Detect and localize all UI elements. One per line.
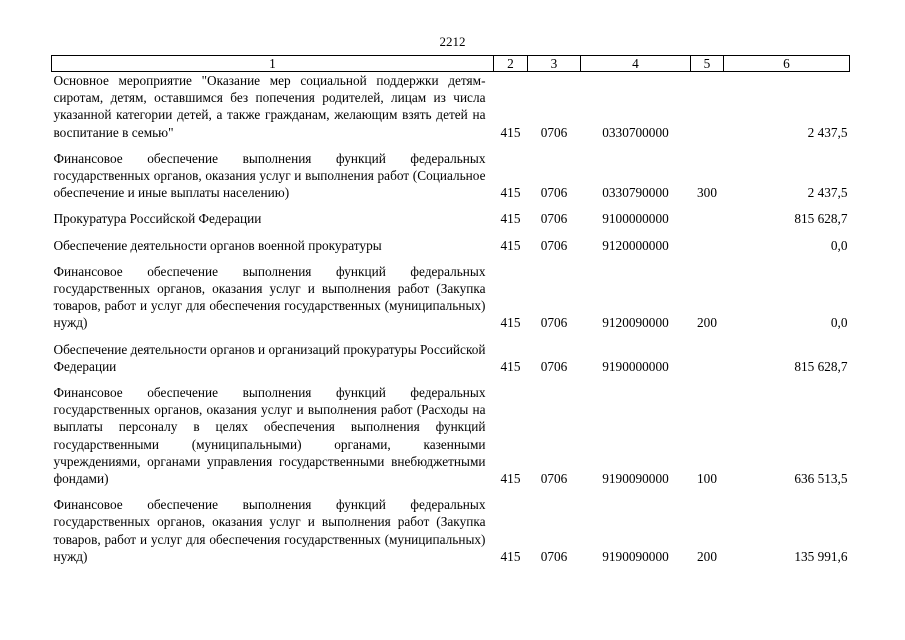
row-amount: 815 628,7 [794,211,848,227]
row-target-code: 9190090000 [602,548,669,564]
row-description: Основное мероприятие "Оказание мер социальной поддержки детям-сиротам, детям, оставшимся без попечения родителей, лицам из числа указанной категории детей, а также гражданам, желающим взять детей на воспитание в семью" [53,73,486,140]
row-section-code: 0706 [540,237,568,253]
table-row [52,201,850,227]
table-row [52,332,850,375]
row-description: Финансовое обеспечение выполнения функций федеральных государственных органов, оказания услуг и выполнения работ (Закупка товаров, работ и услуг для обеспечения государственных (муниципальных) нужд) [53,497,486,564]
row-description: Прокуратура Российской Федерации [53,211,262,227]
row-section-code: 0706 [540,185,568,201]
row-target-code: 9120000000 [602,237,669,253]
row-description: Обеспечение деятельности органов военной прокуратуры [53,237,382,253]
row-ministry-code: 415 [500,237,521,253]
table-row [52,141,850,202]
row-expense-type: 100 [697,471,717,487]
row-section-code: 0706 [540,358,568,374]
page-number: 2212 [439,34,466,49]
row-amount: 815 628,7 [794,358,848,374]
row-ministry-code: 415 [500,548,521,564]
row-ministry-code: 415 [500,315,521,331]
table-body [52,72,850,566]
row-section-code: 0706 [540,124,568,140]
row-amount: 2 437,5 [807,185,848,201]
row-amount: 135 991,6 [794,548,848,564]
row-description: Финансовое обеспечение выполнения функций федеральных государственных органов, оказания услуг и выполнения работ (Закупка товаров, работ и услуг для обеспечения государственных (муниципальных) нужд) [53,263,486,331]
column-header-1: 1 [52,56,494,72]
row-description: Финансовое обеспечение выполнения функций федеральных государственных органов, оказания услуг и выполнения работ (Расходы на выплаты персоналу в целях обеспечения выполнения функций государственными (муниципальными) органами, казенными учреждениями, органами управления государственными внебюджетными фондами) [53,385,486,487]
row-amount: 636 513,5 [794,471,848,487]
row-expense-type [691,201,724,227]
budget-table [51,55,850,565]
row-expense-type [691,228,724,254]
row-target-code: 0330700000 [602,124,669,140]
table-row [52,72,850,141]
table-row [52,254,850,332]
row-description: Финансовое обеспечение выполнения функций федеральных государственных органов, оказания услуг и выполнения работ (Социальное обеспечение и иные выплаты населению) [53,150,486,201]
row-description: Обеспечение деятельности органов и организаций прокуратуры Российской Федерации [53,341,486,374]
row-section-code: 0706 [540,548,568,564]
row-ministry-code: 415 [500,185,521,201]
table-header [52,56,850,72]
row-amount: 0,0 [830,237,848,253]
row-expense-type [691,332,724,375]
row-target-code: 9190000000 [602,358,669,374]
table-row [52,228,850,254]
row-expense-type [691,72,724,141]
row-target-code: 9190090000 [602,471,669,487]
column-number-row [52,56,850,72]
column-header-5: 5 [691,56,724,72]
row-ministry-code: 415 [500,358,521,374]
row-amount: 0,0 [830,315,848,331]
row-ministry-code: 415 [500,471,521,487]
row-expense-type: 200 [697,548,717,564]
row-target-code: 9100000000 [602,211,669,227]
row-section-code: 0706 [540,211,568,227]
row-section-code: 0706 [540,315,568,331]
table-row [52,487,850,565]
column-header-2: 2 [494,56,528,72]
row-amount: 2 437,5 [807,124,848,140]
table-row [52,375,850,487]
row-expense-type: 300 [697,185,717,201]
row-ministry-code: 415 [500,124,521,140]
row-section-code: 0706 [540,471,568,487]
row-target-code: 0330790000 [602,185,669,201]
column-header-4: 4 [581,56,691,72]
column-header-6: 6 [724,56,850,72]
row-expense-type: 200 [697,315,717,331]
row-target-code: 9120090000 [602,315,669,331]
column-header-3: 3 [528,56,581,72]
row-ministry-code: 415 [500,211,521,227]
